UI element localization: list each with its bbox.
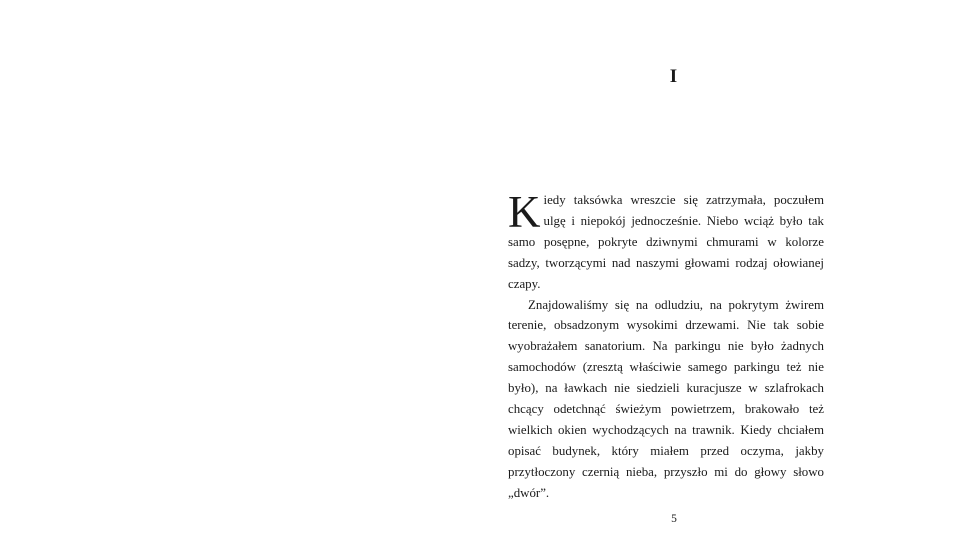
chapter-number: I [669,66,679,87]
paragraph-1 [508,187,824,295]
paragraph-2: Znajdowaliśmy się na odludziu, na pokrytym żwirem terenie, obsadzonym wysokimi drzewami. Nie tak sobie wyobrażałem sanatorium. Na parkingu nie było żadnych samochodów (zresztą właściwie samego parkingu też nie było), na ławkach nie siedzieli kuracjusze w szlafrokach chcący odetchnąć świeżym powietrzem, brakowało też wielkich okien wychodzących na trawnik. Kiedy chciałem opisać budynek, który miałem przed oczyma, jakby przytłoczony czernią nieba, przyszło mi do głowy słowo „dwór”. [508,297,824,500]
paragraph-1-text: iedy taksówka wreszcie się zatrzymała, poczułem ulgę i niepokój jednocześnie. Niebo wciąż było tak samo posępne, pokryte dziwnymi chmurami w kolorze sadzy, tworzącymi nad naszymi głowami rodzaj ołowianej czapy. [508,193,824,291]
page-number: 5 [671,513,677,525]
body-text [508,187,824,504]
drop-cap: K [508,187,541,237]
right-page [480,0,960,555]
